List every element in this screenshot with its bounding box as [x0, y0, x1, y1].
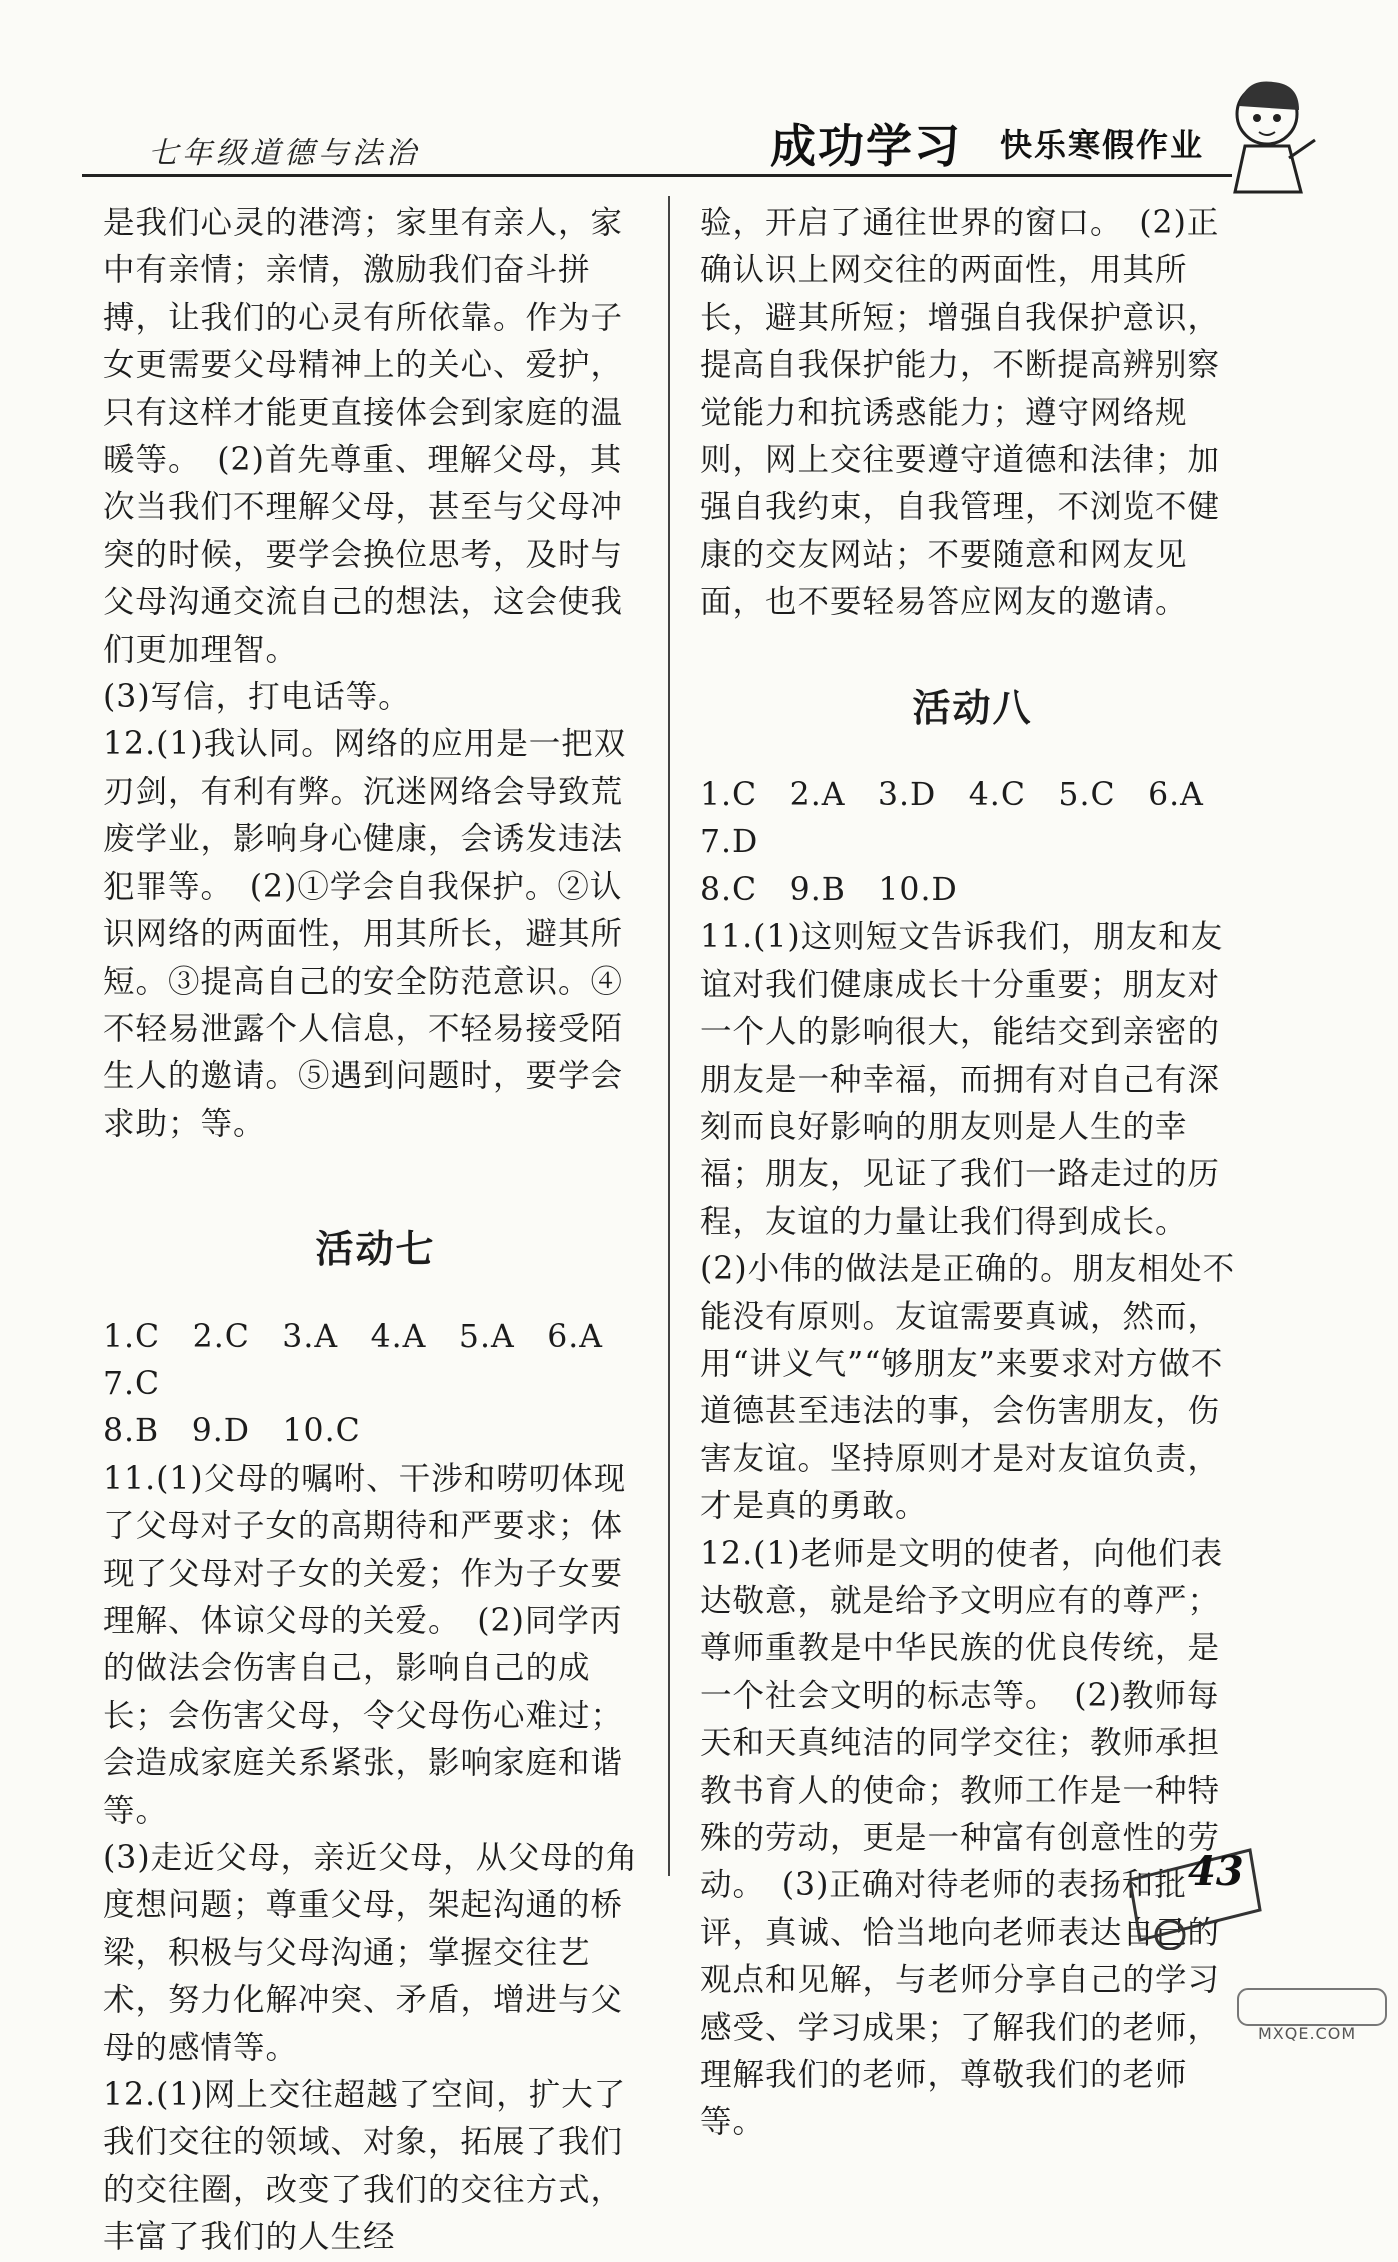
section-title-activity-7: 活动七	[315, 1227, 436, 1272]
answer-paragraph: 11.(1)父母的嘱咐、干涉和唠叨体现了父母对子女的高期待和严要求；体现了父母对子女的关爱；作为子女要理解、体谅父母的关爱。 (2)同学丙的做法会伤害自己，影响自己的成长；会伤害父母，令父母伤心难过；会造成家庭关系紧张，影响家庭和谐等。	[103, 1460, 627, 1829]
section-title-activity-8: 活动八	[912, 685, 1033, 730]
answer-paragraph: 是我们心灵的港湾；家里有亲人，家中有亲情；亲情，激励我们奋斗拼搏，让我们的心灵有所依靠。作为子女更需要父母精神上的关心、爱护，只有这样才能更直接体会到家庭的温暖等。 (2)首先尊重、理解父母，其次当我们不理解父母，甚至与父母冲突的时候，要学会换位思考，及时与父母沟通交流自己的想法，这会使我们更加理智。	[103, 205, 624, 668]
brand-title: 成功学习	[770, 119, 962, 173]
page-header	[0, 0, 1398, 180]
answer-paragraph: 12.(1)我认同。网络的应用是一把双刃剑，有利有弊。沉迷网络会导致荒废学业，影响身心健康，会诱发违法犯罪等。 (2)①学会自我保护。②认识网络的两面性，用其所长，避其所短。③提高自己的安全防范意识。④不轻易泄露个人信息，不轻易接受陌生人的邀请。⑤遇到问题时，要学会求助；等。	[103, 726, 627, 1142]
choice-answers-line: 8.C 9.B 10.D	[700, 871, 958, 908]
answer-paragraph: (3)走近父母，亲近父母，从父母的角度想问题；尊重父母，架起沟通的桥梁，积极与父母沟通；掌握交往艺术，努力化解冲突、矛盾，增进与父母的感情等。	[103, 1840, 639, 2066]
answer-paragraph: (3)写信，打电话等。	[103, 679, 411, 716]
subject-title: 七年级道德与法治	[148, 136, 420, 171]
girl-mascot-icon	[1215, 70, 1325, 200]
brand-subtitle: 快乐寒假作业	[1000, 126, 1205, 164]
answer-paragraph: 12.(1)网上交往超越了空间，扩大了我们交往的领域、对象，拓展了我们的交往圈，改变了我们的交往方式，丰富了我们的人生经	[103, 2077, 627, 2256]
page-number: 43	[1188, 1848, 1244, 1895]
answer-paragraph: 12.(1)老师是文明的使者，向他们表达敬意，就是给予文明应有的尊严；尊师重教是中华民族的优良传统，是一个社会文明的标志等。 (2)教师每天和天真纯洁的同学交往；教师承担教书育人的使命；教师工作是一种特殊的劳动，更是一种富有创意性的劳动。 (3)正确对待老师的表扬和批评，真诚、恰当地向老师表达自己的观点和见解，与老师分享自己的学习感受、学习成果；了解我们的老师，理解我们的老师，尊敬我们的老师等。	[700, 1535, 1224, 2141]
watermark-text: MXQE.COM	[1258, 2024, 1357, 2043]
header-divider	[82, 174, 1232, 177]
choice-answers-line: 1.C 2.A 3.D 4.C 5.C 6.A 7.D	[700, 777, 1237, 861]
left-column	[103, 200, 648, 2262]
answer-paragraph: 验，开启了通往世界的窗口。 (2)正确认识上网交往的两面性，用其所长，避其所短；增强自我保护意识，提高自我保护能力，不断提高辨别察觉能力和抗诱惑能力；遵守网络规则，网上交往要遵守道德和法律；加强自我约束，自我管理，不浏览不健康的交友网站；不要随意和网友见面，也不要轻易答应网友的邀请。	[700, 205, 1221, 621]
answer-paragraph: (2)小伟的做法是正确的。朋友相处不能没有原则。友谊需要真诚，然而，用“讲义气”“够朋友”来要求对方做不道德甚至违法的事，会伤害朋友，伤害友谊。坚持原则才是对友谊负责，才是真的勇敢。	[700, 1251, 1236, 1525]
choice-answers-line: 8.B 9.D 10.C	[103, 1413, 361, 1450]
column-divider	[668, 196, 670, 1876]
answer-paragraph: 11.(1)这则短文告诉我们，朋友和友谊对我们健康成长十分重要；朋友对一个人的影响很大，能结交到亲密的朋友是一种幸福，而拥有对自己有深刻而良好影响的朋友则是人生的幸福；朋友，见证了我们一路走过的历程，友谊的力量让我们得到成长。	[700, 919, 1224, 1240]
choice-answers-line: 1.C 2.C 3.A 4.A 5.A 6.A 7.C	[103, 1318, 636, 1402]
